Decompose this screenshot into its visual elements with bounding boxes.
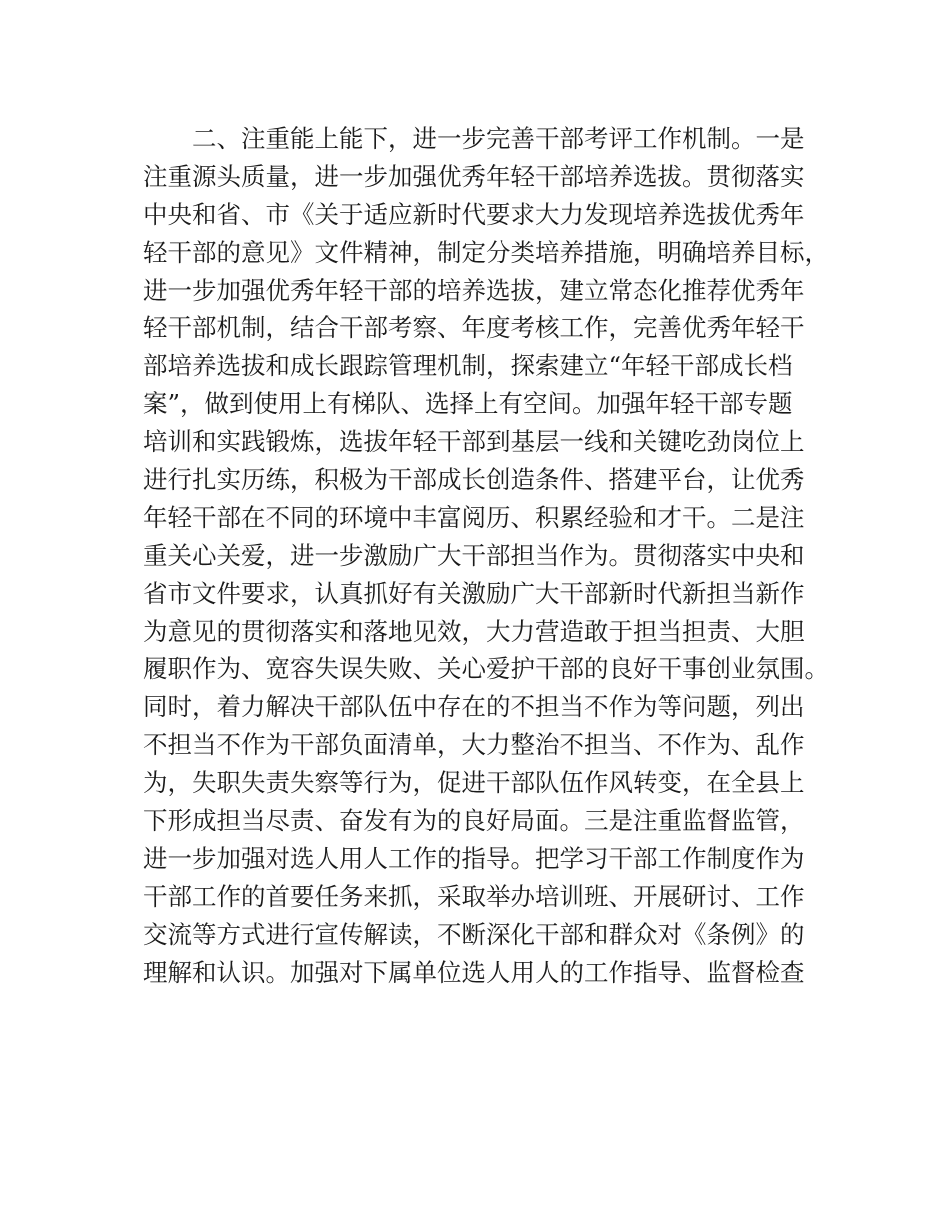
text-line: 重关心关爱，进一步激励广大干部担当作为。贯彻落实中央和 [143,540,805,570]
text-line: 干部工作的首要任务来抓，采取举办培训班、开展研讨、工作 [143,881,805,911]
text-line: 年轻干部在不同的环境中丰富阅历、积累经验和才干。二是注 [143,502,805,532]
text-line: 不担当不作为干部负面清单，大力整治不担当、不作为、乱作 [143,730,805,760]
text-line: 案”，做到使用上有梯队、选择上有空间。加强年轻干部专题 [143,389,793,419]
text-line: 下形成担当尽责、奋发有为的良好局面。三是注重监督监管， [143,806,805,836]
text-line: 进一步加强优秀年轻干部的培养选拔，建立常态化推荐优秀年 [143,275,805,305]
text-line: 交流等方式进行宣传解读，不断深化干部和群众对《条例》的 [143,919,805,949]
text-line: 同时，着力解决干部队伍中存在的不担当不作为等问题，列出 [143,692,805,722]
text-line: 理解和认识。加强对下属单位选人用人的工作指导、监督检查 [143,957,805,987]
text-line: 部培养选拔和成长跟踪管理机制，探索建立“年轻干部成长档 [143,351,793,381]
text-line: 履职作为、宽容失误失败、关心爱护干部的良好干事创业氛围。 [143,654,829,684]
text-line: 轻干部机制，结合干部考察、年度考核工作，完善优秀年轻干 [143,313,805,343]
text-line: 进一步加强对选人用人工作的指导。把学习干部工作制度作为 [143,843,805,873]
text-line: 二、注重能上能下，进一步完善干部考评工作机制。一是 [143,124,805,153]
text-line: 为，失职失责失察等行为，促进干部队伍作风转变，在全县上 [143,768,805,798]
text-line: 进行扎实历练，积极为干部成长创造条件、搭建平台，让优秀 [143,465,805,495]
body-paragraph [143,120,829,991]
text-line: 轻干部的意见》文件精神，制定分类培养措施，明确培养目标， [143,237,829,267]
text-line: 中央和省、市《关于适应新时代要求大力发现培养选拔优秀年 [143,199,805,229]
text-line: 培训和实践锻炼，选拔年轻干部到基层一线和关键吃劲岗位上 [143,427,805,457]
text-line: 注重源头质量，进一步加强优秀年轻干部培养选拔。贯彻落实 [143,161,805,191]
text-line: 为意见的贯彻落实和落地见效，大力营造敢于担当担责、大胆 [143,616,805,646]
text-line: 省市文件要求，认真抓好有关激励广大干部新时代新担当新作 [143,578,805,608]
